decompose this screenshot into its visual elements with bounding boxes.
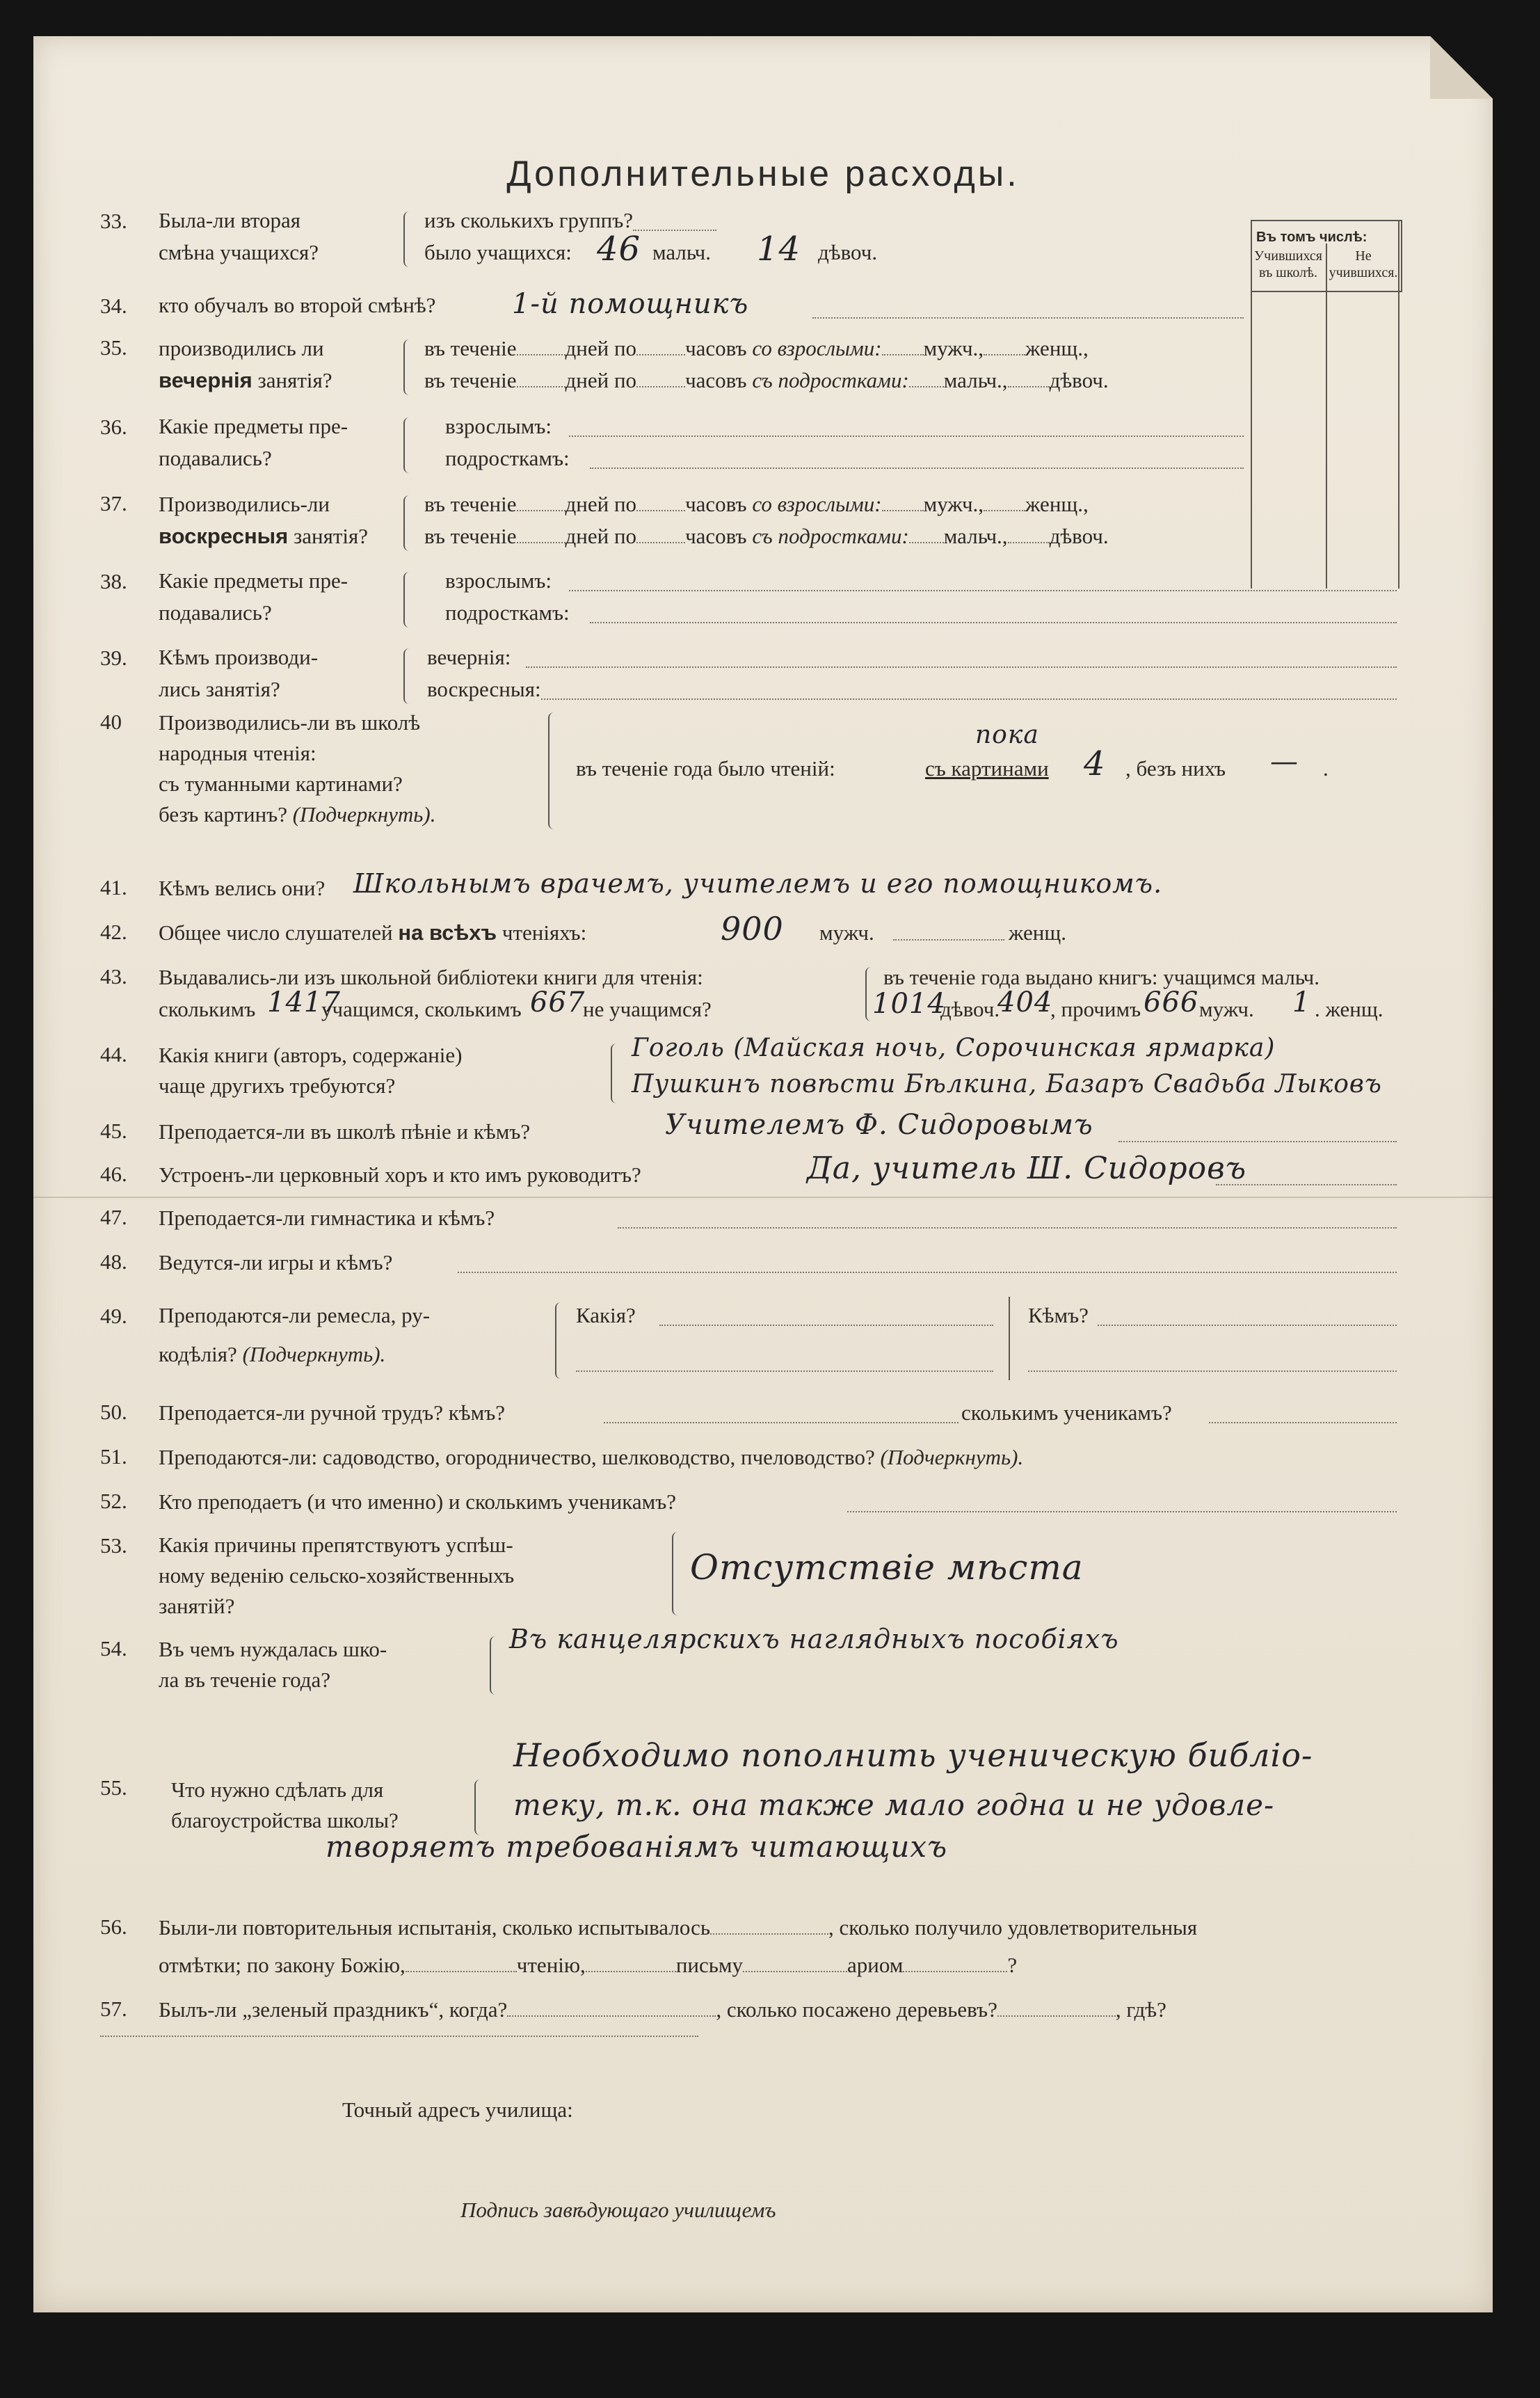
- q35-row1: въ теченіе дней по часовъ со взрослыми: мужч., женщ.,: [424, 336, 1089, 360]
- q48-label: Ведутся-ли игры и кѣмъ?: [159, 1250, 393, 1274]
- q36-teens: подросткамъ:: [445, 446, 570, 470]
- q51-number: 51.: [100, 1444, 127, 1469]
- q42-label: Общее число слушателей на всѣхъ чтеніяхъ:: [159, 920, 587, 945]
- q41-number: 41.: [100, 875, 127, 900]
- q39-label-1: Кѣмъ производи-: [159, 645, 319, 669]
- school-address-label: Точный адресъ училища:: [342, 2097, 573, 2122]
- q43-girls-label: дѣвоч.: [940, 997, 1000, 1021]
- q55-answer-2: теку, т.к. она также мало годна и не удовле-: [513, 1788, 1275, 1822]
- q43-male-value: 1: [1292, 986, 1311, 1018]
- q53-line-3: занятій?: [159, 1594, 235, 1618]
- q33-pupils: было учащихся:: [424, 240, 572, 264]
- q43-line-2a: сколькимъ: [159, 997, 256, 1021]
- q38-number: 38.: [100, 569, 127, 593]
- q57-number: 57.: [100, 1997, 127, 2021]
- q33-girls-label: дѣвоч.: [818, 240, 878, 264]
- q40-number: 40: [100, 710, 122, 734]
- q40-line-4: безъ картинъ? (Подчеркнуть).: [159, 802, 436, 826]
- q37-label-1: Производились-ли: [159, 492, 330, 516]
- q46-label: Устроенъ-ли церковный хоръ и кто имъ руководитъ?: [159, 1162, 641, 1187]
- q54-answer: Въ канцелярскихъ наглядныхъ пособіяхъ: [509, 1624, 1119, 1654]
- q35-row2: въ теченіе дней по часовъ съ подростками: мальч., дѣвоч.: [424, 368, 1109, 392]
- q41-answer: Школьнымъ врачемъ, учителемъ и его помощникомъ.: [353, 868, 1163, 899]
- q35-number: 35.: [100, 335, 127, 360]
- q40-hw-top: пока: [975, 721, 1039, 749]
- q53-line-1: Какія причины препятствуютъ успѣш-: [159, 1533, 513, 1557]
- q42-total: 900: [721, 910, 784, 948]
- q42-male: мужч.: [819, 920, 874, 945]
- q39-label-2: лись занятія?: [159, 677, 280, 701]
- q38-label-1: Какіе предметы пре-: [159, 568, 348, 593]
- q53-number: 53.: [100, 1533, 127, 1558]
- q36-label-2: подавались?: [159, 446, 272, 470]
- q46-number: 46.: [100, 1162, 127, 1186]
- q49-number: 49.: [100, 1304, 127, 1328]
- q37-row1: въ теченіе дней по часовъ со взрослыми: мужч., женщ.,: [424, 492, 1089, 516]
- q47-number: 47.: [100, 1205, 127, 1229]
- q43-others-books: 666: [1144, 986, 1199, 1018]
- q41-label: Кѣмъ велись они?: [159, 876, 326, 900]
- q44-answer-1: Гоголь (Майская ночь, Сорочинская ярмарка): [632, 1034, 1276, 1062]
- q51-label: Преподаются-ли: садоводство, огородничество, шелководство, пчеловодство? (Подчеркнуть).: [159, 1445, 1024, 1469]
- q43-nonpupils-count: 667: [530, 986, 586, 1018]
- q43-others-label: , прочимъ: [1050, 997, 1141, 1021]
- q56-line-1: Были-ли повторительныя испытанія, сколько испытывалось , сколько получило удовлетворительныя: [159, 1915, 1198, 1940]
- q39-number: 39.: [100, 646, 127, 670]
- q53-answer: Отсутствіе мѣста: [690, 1547, 1084, 1588]
- q40-without: , безъ нихъ: [1125, 756, 1226, 781]
- q43-line-2b: учащимся, сколькимъ: [321, 997, 522, 1021]
- q33-number: 33.: [100, 209, 127, 233]
- q33-label-2: смѣна учащихся?: [159, 240, 319, 264]
- q43-pupils-count: 1417: [267, 986, 341, 1018]
- q33-groups: изъ сколькихъ группъ?: [424, 208, 634, 232]
- q40-text: въ теченіе года было чтеній:: [576, 756, 835, 781]
- form-page: Дополнительные расходы. Въ томъ числѣ: Учившихся въ школѣ. Не учившихся. 33. Была-ли вторая смѣна учащихся? изъ сколькихъ группъ? было учащихся: 46 мальч. 14 дѣвоч. 34. кто обучалъ во второй смѣнѣ? 1-й помощникъ 35. производились ли вечернія занятія? въ теченіе дней по часовъ со взрослыми: мужч., женщ., въ теченіе дней по часовъ съ подростками: мальч., дѣвоч. 36. Какіе предметы пре- подавались? взрослымъ: подросткамъ: 37. Производились-ли воскресныя занятія? въ теченіе дней по часовъ со взрослыми: мужч., женщ., въ теченіе дней по часовъ съ подростками: мальч., дѣвоч. 38. Какіе предметы пре- подавались? взрослымъ: подросткамъ: 39. Кѣмъ производи- лись занятія? вечернія: воскресныя: 40 Производились-ли въ школѣ народныя чтенія: съ туманными картинами? безъ картинъ? (Подчеркнуть). въ теченіе года было чтеній: съ картинами пока 4 , безъ нихъ — . 41. Кѣмъ велись они? Школьнымъ врачемъ, учителемъ и его помощникомъ. 42. Общее число слушателей на всѣхъ чтеніяхъ: 900 мужч. женщ. 43. Выдавались-ли изъ школьной библіотеки книги для чтенія: сколькимъ 1417 учащимся, сколькимъ 667 не учащимся? въ теченіе года выдано книгъ: учащимся мальч. 1014 дѣвоч. 404 , прочимъ 666 мужч. 1 . женщ. 44. Какія книги (авторъ, содержаніе) чаще другихъ требуются? Гоголь (Майская ночь, Сорочинская ярмарка) Пушкинъ повѣсти Бѣлкина, Базаръ Свадьба Лыковъ 45. Преподается-ли въ школѣ пѣніе и кѣмъ? Учителемъ Ф. Сидоровымъ 46. Устроенъ-ли церковный хоръ и кто имъ руководитъ? Да, учитель Ш. Сидоровъ 47. Преподается-ли гимнастика и кѣмъ? 48. Ведутся-ли игры и кѣмъ? 49. Преподаются-ли ремесла, ру- кодѣлія? (Подчеркнуть). Какія? Кѣмъ? 50. Преподается-ли ручной трудъ? кѣмъ? сколькимъ ученикамъ? 51. Преподаются-ли: садоводство, огородничество, шелководство, пчеловодство? (Подчеркнуть). 52. Кто преподаетъ (и что именно) и сколькимъ ученикамъ? 53. Какія причины препятствуютъ успѣш- ному веденію сельско-хозяйственныхъ занятій? Отсутствіе мѣста 54. Въ чемъ нуждалась шко- ла въ теченіе года? Въ канцелярскихъ наглядныхъ пособіяхъ 55. Что нужно сдѣлать для благоустройства школы? Необходимо пополнить ученическую библіо- теку, т.к. она также мало годна и не удовле- творяетъ требованіямъ читающихъ 56. Были-ли повторительныя испытанія, сколько испытывалось , сколько получило удовлетворительныя отмѣтки; по закону Божію, чтенію, письму ариом ? 57. Былъ-ли „зеленый праздникъ“, когда? , сколько посажено деревьевъ? , гдѣ? Точный адресъ училища: Подпись завѣдующаго училищемъ: [33, 36, 1493, 2312]
- q36-adults: взрослымъ:: [445, 414, 552, 438]
- q43-number: 43.: [100, 964, 127, 989]
- q55-answer-3: творяетъ требованіямъ читающихъ: [326, 1830, 948, 1864]
- q40-with-pictures: съ картинами: [925, 756, 1049, 781]
- q40-line-2: народныя чтенія:: [159, 741, 316, 765]
- q35-label-2: вечернія занятія?: [159, 368, 332, 392]
- q44-answer-2: Пушкинъ повѣсти Бѣлкина, Базаръ Свадьба Лыковъ: [632, 1070, 1382, 1098]
- q33-boys-value: 46: [597, 230, 641, 269]
- q49-line-2: кодѣлія? (Подчеркнуть).: [159, 1342, 386, 1366]
- q44-line-1: Какія книги (авторъ, содержаніе): [159, 1043, 463, 1067]
- q42-number: 42.: [100, 920, 127, 944]
- side-box-col1: Учившихся въ школѣ.: [1254, 248, 1322, 280]
- page-title: Дополнительные расходы.: [506, 154, 1020, 194]
- q43-line-1: Выдавались-ли изъ школьной библіотеки книги для чтенія:: [159, 965, 703, 989]
- q53-line-2: ному веденію сельско-хозяйственныхъ: [159, 1563, 515, 1588]
- q42-female: женщ.: [1009, 920, 1066, 945]
- q55-line-2: благоустройства школы?: [171, 1808, 399, 1832]
- q50-right: сколькимъ ученикамъ?: [961, 1400, 1172, 1425]
- signature-label: Подпись завѣдующаго училищемъ: [460, 2198, 776, 2222]
- q50-number: 50.: [100, 1400, 127, 1424]
- q36-number: 36.: [100, 415, 127, 439]
- q52-label: Кто преподаетъ (и что именно) и сколькимъ ученикамъ?: [159, 1489, 677, 1514]
- q43-boys-books: 1014: [872, 988, 946, 1020]
- side-box-header: Въ томъ числѣ:: [1256, 230, 1367, 245]
- q39-evening: вечернія:: [427, 645, 511, 669]
- q34-label: кто обучалъ во второй смѣнѣ?: [159, 293, 436, 317]
- q57-line: Былъ-ли „зеленый праздникъ“, когда? , сколько посажено деревьевъ? , гдѣ?: [159, 1997, 1166, 2022]
- q39-sunday: воскресныя:: [427, 677, 541, 701]
- q43-right-1: въ теченіе года выдано книгъ: учащимся мальч.: [883, 965, 1320, 989]
- q37-label-2: воскресныя занятія?: [159, 524, 369, 548]
- q45-answer: Учителемъ Ф. Сидоровымъ: [665, 1109, 1093, 1141]
- q50-label: Преподается-ли ручной трудъ? кѣмъ?: [159, 1400, 505, 1425]
- q40-line-3: съ туманными картинами?: [159, 772, 403, 796]
- q36-label-1: Какіе предметы пре-: [159, 414, 348, 438]
- torn-corner: [1430, 36, 1493, 99]
- q49-line-1: Преподаются-ли ремесла, ру-: [159, 1303, 431, 1327]
- q34-answer: 1-й помощникъ: [512, 288, 749, 320]
- q37-row2: въ теченіе дней по часовъ съ подростками: мальч., дѣвоч.: [424, 524, 1109, 548]
- side-box: [1251, 220, 1399, 589]
- q54-number: 54.: [100, 1636, 127, 1661]
- fold-crease: [33, 1197, 1493, 1198]
- q34-number: 34.: [100, 294, 127, 318]
- q40-without-value: —: [1270, 746, 1299, 778]
- q43-line-2c: не учащимся?: [583, 997, 712, 1021]
- q52-number: 52.: [100, 1489, 127, 1513]
- q33-boys-label: мальч.: [652, 240, 712, 264]
- q38-adults: взрослымъ:: [445, 568, 552, 593]
- q46-answer: Да, учитель Ш. Сидоровъ: [807, 1151, 1247, 1186]
- q40-count: 4: [1084, 744, 1106, 783]
- side-box-col2: Не учившихся.: [1329, 248, 1398, 280]
- q33-girls-value: 14: [757, 230, 801, 269]
- q37-number: 37.: [100, 491, 127, 515]
- q56-line-2: отмѣтки; по закону Божію, чтенію, письму ариом ?: [159, 1953, 1018, 1977]
- q55-number: 55.: [100, 1775, 127, 1800]
- q55-line-1: Что нужно сдѣлать для: [171, 1777, 384, 1802]
- q49-who: Кѣмъ?: [1028, 1303, 1089, 1327]
- q38-label-2: подавались?: [159, 600, 272, 625]
- q43-male-label: мужч.: [1199, 997, 1254, 1021]
- q44-number: 44.: [100, 1042, 127, 1066]
- q44-line-2: чаще другихъ требуются?: [159, 1073, 396, 1098]
- q40-line-1: Производились-ли въ школѣ: [159, 710, 421, 735]
- q49-what: Какія?: [576, 1303, 636, 1327]
- q54-line-2: ла въ теченіе года?: [159, 1668, 331, 1692]
- q54-line-1: Въ чемъ нуждалась шко-: [159, 1637, 387, 1661]
- q45-number: 45.: [100, 1119, 127, 1143]
- q45-label: Преподается-ли въ школѣ пѣніе и кѣмъ?: [159, 1119, 531, 1144]
- q38-teens: подросткамъ:: [445, 600, 570, 625]
- q43-girls-books: 404: [997, 986, 1053, 1018]
- q33-label-1: Была-ли вторая: [159, 208, 301, 232]
- q47-label: Преподается-ли гимнастика и кѣмъ?: [159, 1206, 495, 1230]
- q35-label-1: производились ли: [159, 336, 324, 360]
- q43-female-label: . женщ.: [1315, 997, 1383, 1021]
- q56-number: 56.: [100, 1915, 127, 1939]
- q55-answer-1: Необходимо пополнить ученическую библіо-: [513, 1736, 1313, 1774]
- q48-number: 48.: [100, 1249, 127, 1274]
